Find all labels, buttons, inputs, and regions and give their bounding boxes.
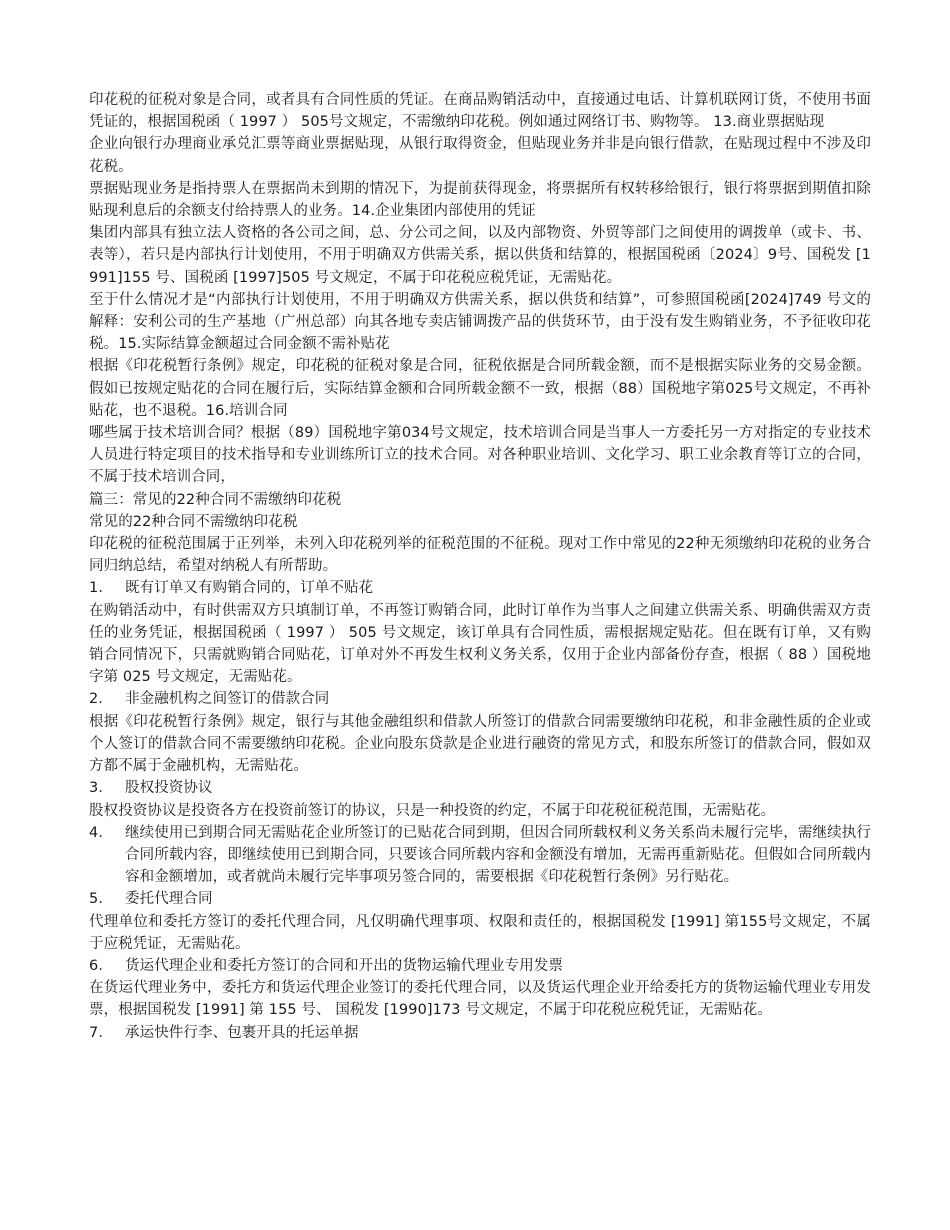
list-number: 6． xyxy=(89,957,113,974)
list-item-heading xyxy=(89,1022,871,1044)
list-title: 承运快件行李、包裹开具的托运单据 xyxy=(125,1024,359,1041)
list-title: 股权投资协议 xyxy=(125,780,213,797)
paragraph: 票据贴现业务是指持票人在票据尚未到期的情况下，为提前获得现金，将票据所有权转移给银行，银行将票据到期值扣除贴现利息后的余额支付给持票人的业务。14.企业集团内部使用的凭证 xyxy=(89,180,871,220)
list-item-body: 根据《印花税暂行条例》规定，银行与其他金融组织和借款人所签订的借款合同需要缴纳印花税，和非金融性质的企业或个人签订的借款合同不需要缴纳印花税。企业向股东贷款是企业进行融资的常见方式，和股东所签订的借款合同，假如双方都不属于金融机构，无需贴花。 xyxy=(89,713,871,775)
list-number: 2． xyxy=(89,691,113,708)
list-item-body: 代理单位和委托方签订的委托代理合同，凡仅明确代理事项、权限和责任的，根据国税发 [1991] 第155号文规定，不属于应税凭证，无需贴花。 xyxy=(89,913,871,952)
list-number: 5． xyxy=(89,891,113,908)
list-item-body: 在货运代理业务中，委托方和货运代理企业签订的委托代理合同，以及货运代理企业开给委托方的货物运输代理业专用发票，根据国税发 [1991] 第 155 号、 国税发 [1990]173 号文规定，不属于印花税应税凭证，无需贴花。 xyxy=(89,980,871,1019)
list-item-body: 股权投资协议是投资各方在投资前签订的协议，只是一种投资的约定，不属于印花税征税范围，无需贴花。 xyxy=(89,802,776,819)
list-title: 委托代理合同 xyxy=(125,891,213,908)
paragraph: 印花税的征税对象是合同，或者具有合同性质的凭证。在商品购销活动中，直接通过电话、计算机联网订货，不使用书面凭证的，根据国税函（ 1997 ） 505号文规定，不需缴纳印花税。例如通过网络订书、购物等。 13.商业票据贴现 xyxy=(89,92,871,131)
list-number: 7． xyxy=(89,1024,113,1041)
list-item-heading xyxy=(89,688,871,710)
section-subheading: 常见的22种合同不需缴纳印花税 xyxy=(89,513,298,530)
list-title: 继续使用已到期合同无需贴花企业所签订的已贴花合同到期，但因合同所载权利义务关系尚未履行完毕，需继续执行合同所载内容，即继续使用已到期合同，只要该合同所载内容和金额没有增加，无需再重新贴花。但假如合同所载内容和金额增加，或者就尚未履行完毕事项另签合同的，需要根据《印花税暂行条例》另行贴花。 xyxy=(125,824,871,886)
list-item-heading xyxy=(89,888,871,910)
paragraph: 根据《印花税暂行条例》规定，印花税的征税对象是合同，征税依据是合同所载金额，而不是根据实际业务的交易金额。假如已按规定贴花的合同在履行后，实际结算金额和合同所载金额不一致，根据（88）国税地字第025号文规定，不再补贴花，也不退税。16.培训合同 xyxy=(89,358,871,419)
paragraph: 集团内部具有独立法人资格的各公司之间，总、分公司之间，以及内部物资、外贸等部门之间使用的调拨单（或卡、书、表等），若只是内部执行计划使用，不用于明确双方供需关系，据以供货和结算的，根据国税函〔2024〕9号、国税发 [1991]155 号、国税函 [1997]505 号文规定，不属于印花税应税凭证，无需贴花。 xyxy=(89,225,871,286)
paragraph: 印花税的征税范围属于正列举，未列入印花税列举的征税范围的不征税。现对工作中常见的22种无须缴纳印花税的业务合同归纳总结，希望对纳税人有所帮助。 xyxy=(89,536,871,575)
list-item-heading xyxy=(89,822,871,889)
list-number: 1． xyxy=(89,580,113,597)
list-item-heading xyxy=(89,777,871,799)
section-heading: 篇三：常见的22种合同不需缴纳印花税 xyxy=(89,491,342,508)
document-body xyxy=(89,89,871,1044)
list-title: 非金融机构之间签订的借款合同 xyxy=(125,691,330,708)
list-title: 货运代理企业和委托方签订的合同和开出的货物运输代理业专用发票 xyxy=(125,957,563,974)
paragraph: 哪些属于技术培训合同？根据（89）国税地字第034号文规定，技术培训合同是当事人一方委托另一方对指定的专业技术人员进行特定项目的技术指导和专业训练所订立的技术合同。对各种职业培训、文化学习、职工业余教育等订立的合同，不属于技术培训合同， xyxy=(89,425,871,486)
paragraph: 至于什么情况才是“内部执行计划使用，不用于明确双方供需关系，据以供货和结算”，可参照国税函[2024]749 号文的解释：安利公司的生产基地（广州总部）向其各地专卖店铺调拨产品的供货环节，由于没有发生购销业务，不予征收印花税。15.实际结算金额超过合同金额不需补贴花 xyxy=(89,291,871,353)
list-title: 既有订单又有购销合同的，订单不贴花 xyxy=(125,580,374,597)
list-number: 3． xyxy=(89,780,113,797)
list-item-body: 在购销活动中，有时供需双方只填制订单，不再签订购销合同，此时订单作为当事人之间建立供需关系、明确供需双方责任的业务凭证，根据国税函（ 1997 ） 505 号文规定，该订单具有合同性质，需根据规定贴花。但在既有订单，又有购销合同情况下，只需就购销合同贴花，订单对外不再发生权利义务关系，仅用于企业内部备份存查，根据（ 88 ）国税地字第 025 号文规定，无需贴花。 xyxy=(89,602,871,686)
paragraph: 企业向银行办理商业承兑汇票等商业票据贴现，从银行取得资金，但贴现业务并非是向银行借款，在贴现过程中不涉及印花税。 xyxy=(89,136,871,175)
list-number: 4． xyxy=(89,824,113,841)
list-item-heading xyxy=(89,955,871,977)
list-item-heading xyxy=(89,577,871,599)
